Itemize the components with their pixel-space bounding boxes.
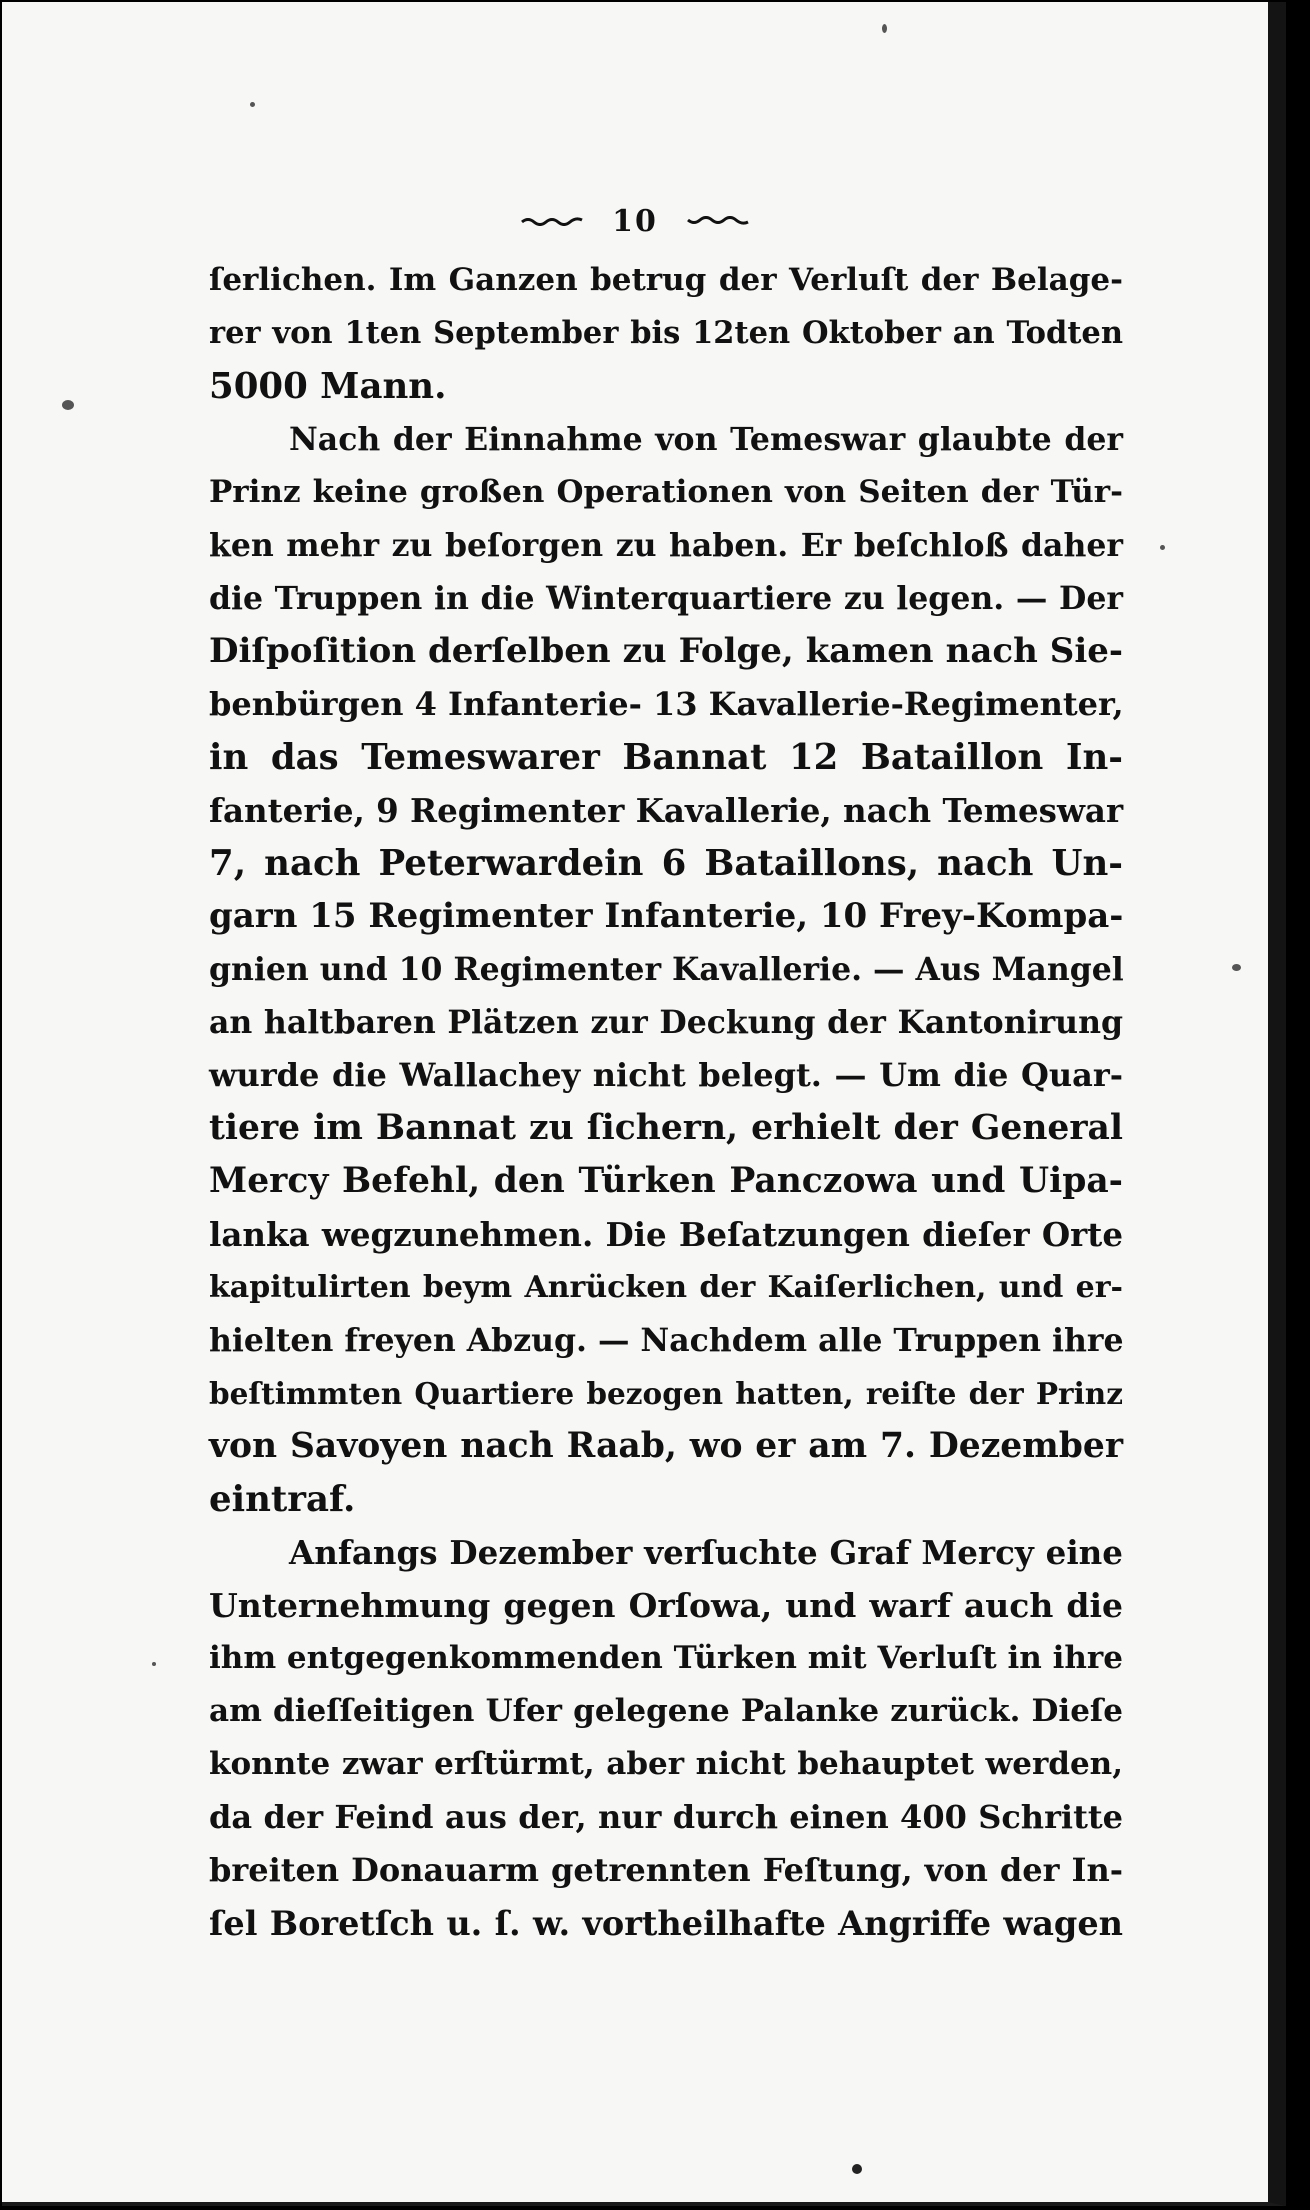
text-line: Prinz keine großen Operationen von Seiten der Tür- [209, 474, 1123, 510]
text-line: 7, nach Peterwardein 6 Bataillons, nach Un- [209, 843, 1123, 884]
right-ornament-icon [686, 216, 750, 226]
text-line: da der Feind aus der, nur durch einen 400 Schritte [209, 1798, 1123, 1836]
text-line: Mercy Befehl, den Türken Panczowa und Uipa- [209, 1161, 1123, 1201]
text-line: Nach der Einnahme von Temeswar glaubte der [289, 421, 1123, 458]
text-line: Unternehmung gegen Orſowa, und warf auch die [209, 1586, 1123, 1625]
book-page [2, 2, 1286, 2206]
text-line: Anfangs Dezember verſuchte Graf Mercy eine [289, 1533, 1123, 1572]
text-line: garn 15 Regimenter Infanterie, 10 Frey-Kompa- [209, 896, 1124, 936]
text-line: breiten Donauarm getrennten Feſtung, von der In- [209, 1851, 1123, 1889]
body-text [209, 254, 1123, 1950]
text-line: in das Temeswarer Bannat 12 Bataillon In- [209, 737, 1123, 778]
text-line: rer von 1ten September bis 12ten Oktober an Todten [209, 315, 1123, 351]
scan-speck [1232, 964, 1241, 971]
scan-speck [152, 1662, 156, 1666]
text-line: tiere im Bannat zu ſichern, erhielt der General [209, 1108, 1123, 1148]
scan-speck [1160, 545, 1165, 550]
scan-speck [852, 2164, 862, 2174]
text-line: ihm entgegenkommenden Türken mit Verluſt in ihre [209, 1640, 1123, 1676]
text-line: hielten freyen Abzug. — Nachdem alle Truppen ihre [209, 1322, 1124, 1359]
text-line: konnte zwar erſtürmt, aber nicht behauptet werden, [209, 1746, 1123, 1782]
text-line: ſel Boretſch u. ſ. w. vortheilhafte Angriffe wagen [209, 1904, 1123, 1943]
text-line: an haltbaren Plätzen zur Deckung der Kantonirung [209, 1004, 1123, 1041]
text-line: kapitulirten beym Anrücken der Kaiſerlichen, und er- [209, 1270, 1123, 1305]
scan-speck [882, 24, 887, 33]
text-line: ſerlichen. Im Ganzen betrug der Verluſt der Belage- [209, 262, 1123, 298]
text-line: benbürgen 4 Infanterie- 13 Kavallerie-Regimenter, [209, 685, 1124, 723]
text-line: eintraf. [209, 1479, 356, 1520]
text-line: fanterie, 9 Regimenter Kavallerie, nach Temeswar [209, 791, 1124, 830]
text-line: wurde die Wallachey nicht belegt. — Um die Quar- [209, 1056, 1123, 1094]
text-line: von Savoyen nach Raab, wo er am 7. Dezember [209, 1426, 1123, 1466]
text-line: beſtimmten Quartiere bezogen hatten, reiſte der Prinz [209, 1376, 1123, 1411]
text-line: Diſpoſition derſelben zu Folge, kamen nach Sie- [209, 631, 1123, 671]
text-line: die Truppen in die Winterquartiere zu legen. — Der [209, 580, 1123, 617]
scan-speck [250, 102, 255, 107]
running-head [2, 202, 1268, 239]
text-line: lanka wegzunehmen. Die Beſatzungen dieſer Orte [209, 1215, 1123, 1254]
page-number: 10 [612, 203, 658, 239]
text-line: gnien und 10 Regimenter Kavallerie. — Aus Mangel [209, 951, 1124, 988]
text-line: am dieſſeitigen Ufer gelegene Palanke zurück. Dieſe [209, 1693, 1123, 1729]
text-line: 5000 Mann. [209, 366, 447, 407]
text-line: ken mehr zu beſorgen zu haben. Er beſchloß daher [209, 527, 1123, 564]
scan-speck [62, 400, 74, 410]
left-ornament-icon [520, 216, 584, 226]
